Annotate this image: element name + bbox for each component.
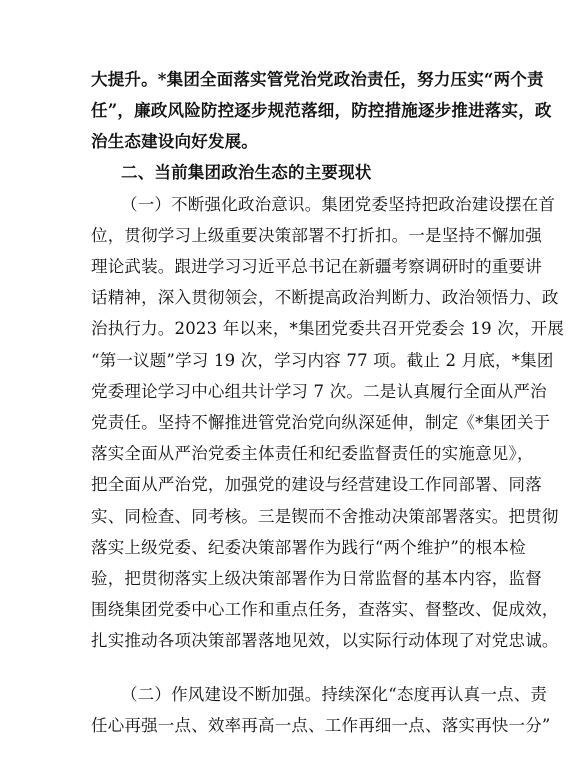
paragraph-line: 理论武装。跟进学习习近平总书记在新疆考察调研时的重要讲 [91, 257, 542, 276]
paragraph-line: 把全面从严治党，加强党的建设与经营建设工作同部署、同落 [91, 475, 542, 494]
paragraph-line: （一）不断强化政治意识。集团党委坚持把政治建设摆在首 [121, 195, 556, 214]
paragraph-line: 验，把贯彻落实上级决策部署作为日常监督的基本内容，监督 [91, 569, 542, 588]
paragraph-line: （二）作风建设不断加强。持续深化“态度再认真一点、责 [121, 685, 548, 704]
paragraph-line: 围绕集团党委中心工作和重点任务，查落实、督整改、促成效， [91, 600, 559, 619]
section-heading: 二、当前集团政治生态的主要现状 [121, 163, 372, 182]
paragraph-line: 任心再强一点、效率再高一点、工作再细一点、落实再快一分” [91, 716, 551, 735]
paragraph-line: 党委理论学习中心组共计学习 7 次。二是认真履行全面从严治 [91, 382, 547, 401]
paragraph-line: “第一议题”学习 19 次，学习内容 77 项。截止 2 月底，*集团 [91, 351, 554, 370]
paragraph-line: 落实全面从严治党委主体责任和纪委监督责任的实施意见》， [91, 444, 534, 463]
paragraph-line: 实、同检查、同考核。三是锲而不舍推动决策部署落实。把贯彻 [91, 507, 559, 526]
paragraph-line: 治生态建设向好发展。 [91, 132, 258, 151]
paragraph-line: 位，贯彻学习上级重要决策部署不打折扣。一是坚持不懈加强 [91, 226, 542, 245]
paragraph-line: 扎实推动各项决策部署落地见效，以实际行动体现了对党忠诚。 [91, 631, 559, 650]
paragraph-line: 话精神，深入贯彻领会，不断提高政治判断力、政治领悟力、政 [91, 288, 559, 307]
paragraph-line: 落实上级党委、纪委决策部署作为践行“两个维护”的根本检 [91, 538, 526, 557]
paragraph-line: 大提升。*集团全面落实管党治党政治责任，努力压实“两个责 [91, 70, 544, 89]
paragraph-line: 党责任。坚持不懈推进管党治党向纵深延伸，制定《*集团关于 [91, 413, 551, 432]
paragraph-line: 治执行力。2023 年以来，*集团党委共召开党委会 19 次，开展 [91, 319, 565, 338]
paragraph-line: 任”，廉政风险防控逐步规范落细，防控措施逐步推进落实，政 [91, 101, 552, 120]
